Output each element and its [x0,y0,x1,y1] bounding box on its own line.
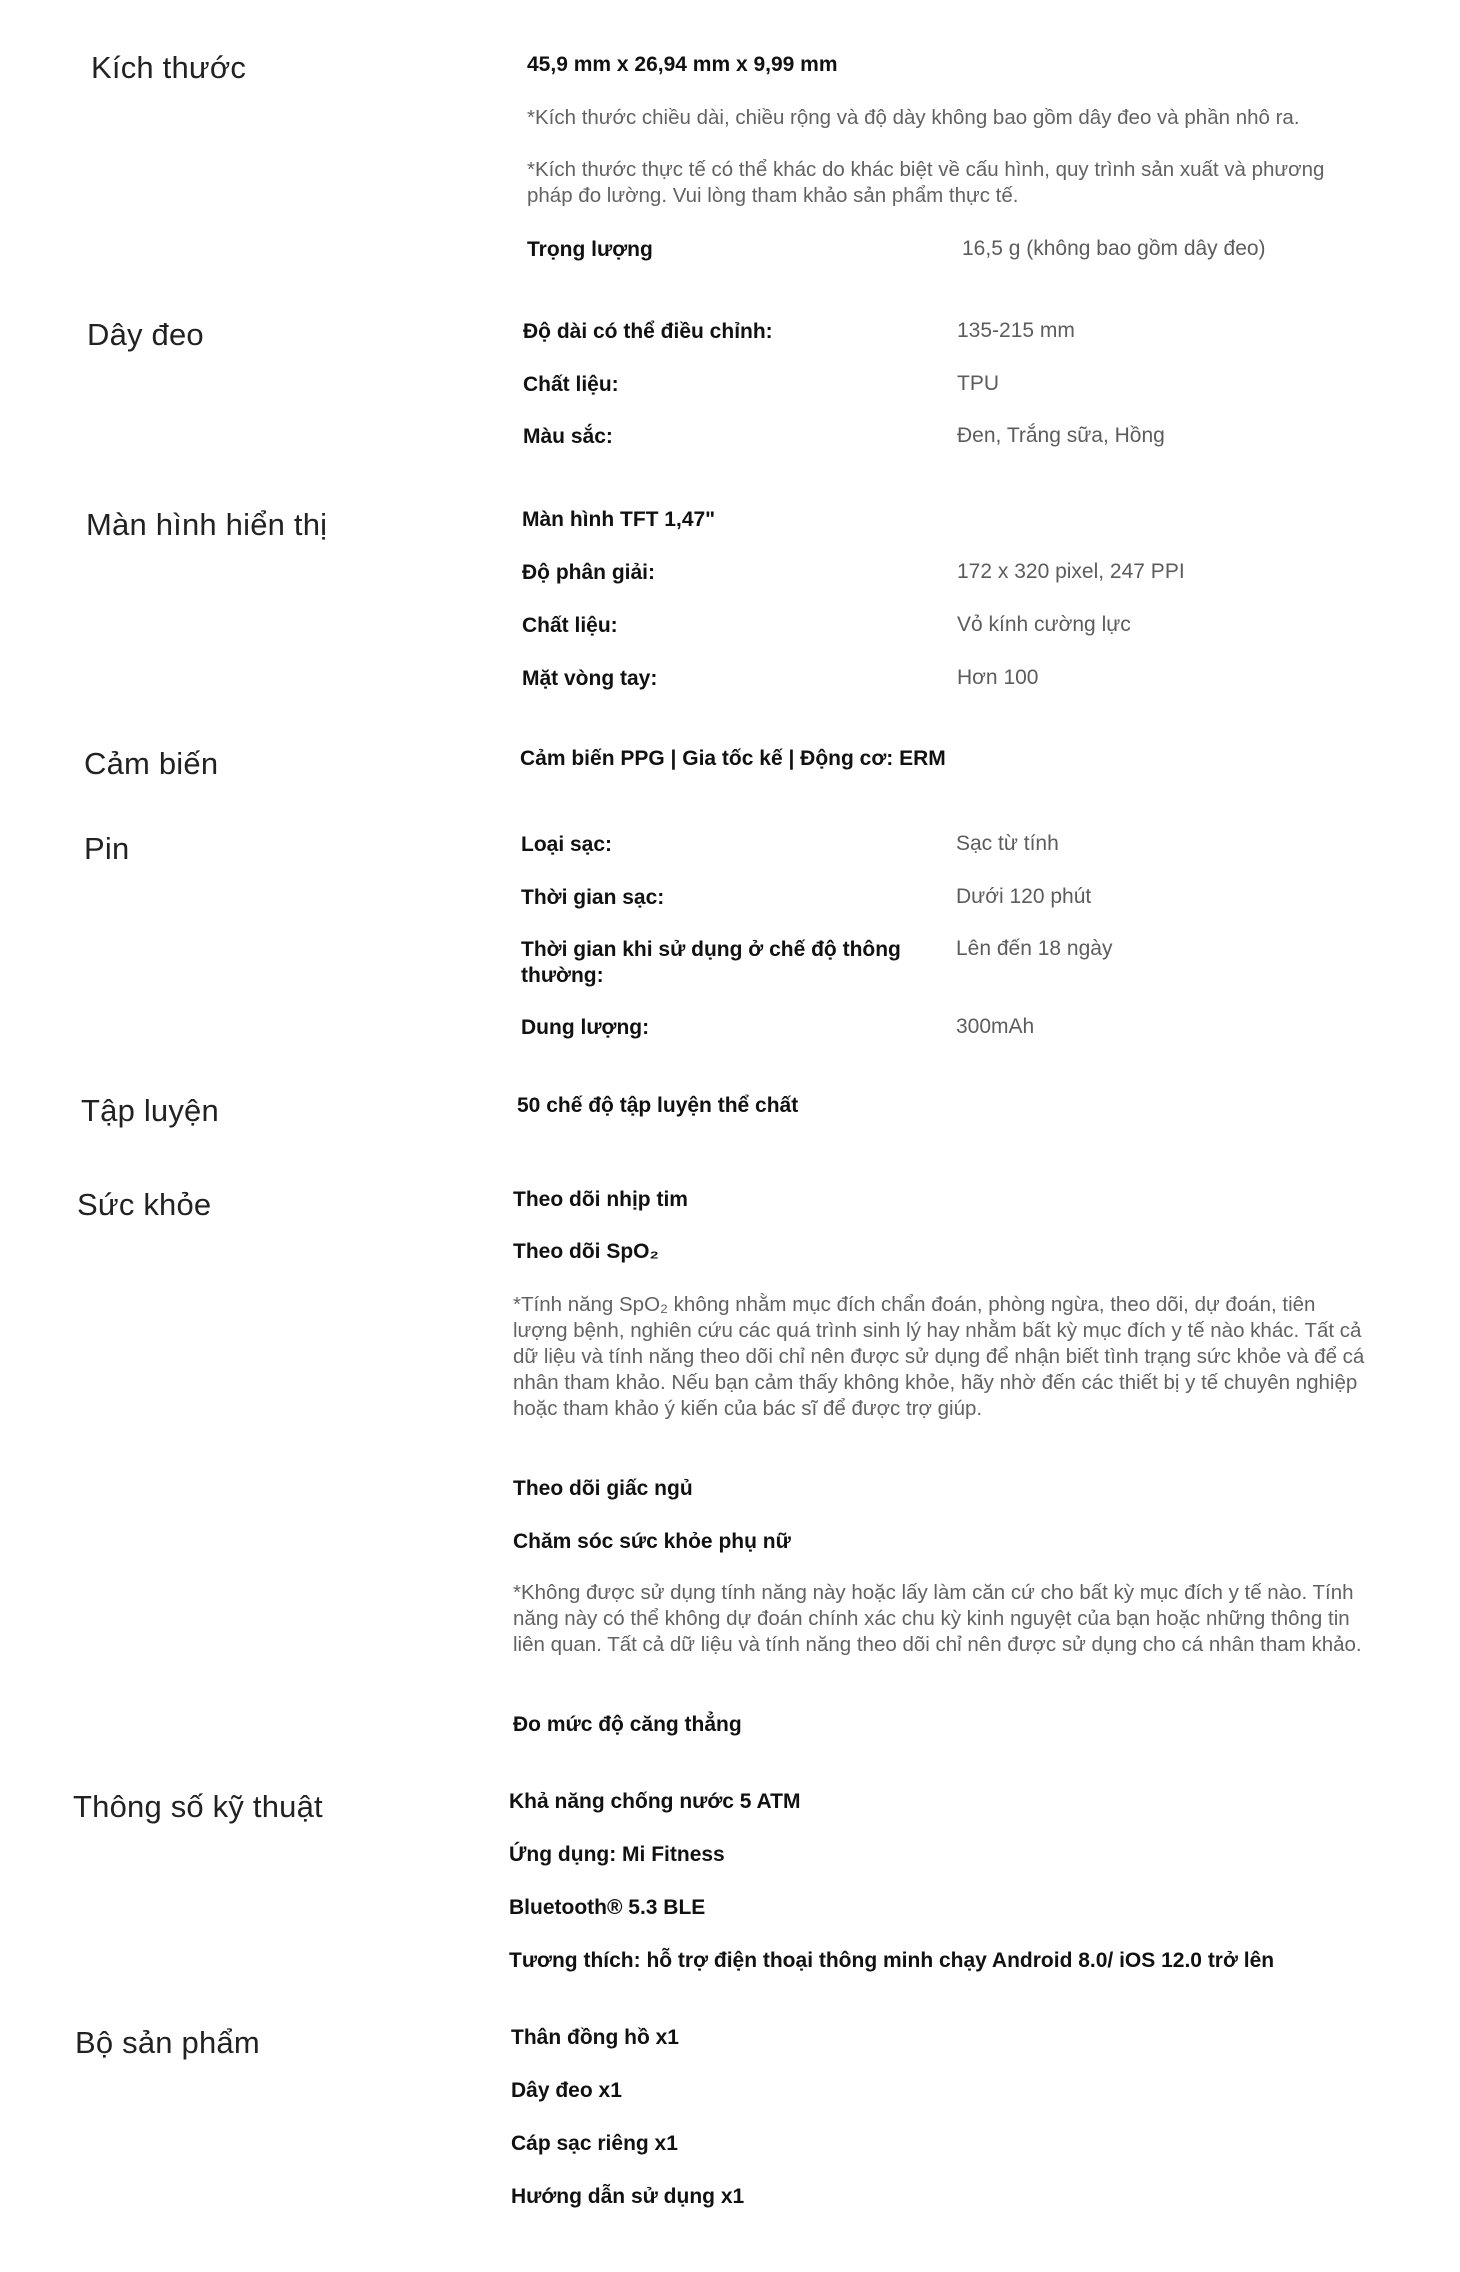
battery-usage-label: Thời gian khi sử dụng ở chế độ thông thường: [521,938,901,987]
size-note-1: *Kích thước chiều dài, chiều rộng và độ dày không bao gồm dây đeo và phần nhô ra. [527,106,1300,129]
health-sleep: Theo dõi giấc ngủ [513,1477,693,1500]
health-women-note: *Không được sử dụng tính năng này hoặc lấy làm căn cứ cho bất kỳ mục đích y tế nào. Tính năng này có thể không dự đoán chính xác chu kỳ kinh nguyệt của bạn hoặc những thông tin liên quan. Tất cả dữ liệu và tính năng theo dõi chỉ nên được sử dụng cho cá nhân tham khảo. [513,1581,1362,1656]
health-heart-rate: Theo dõi nhịp tim [513,1188,688,1211]
specs-item-app: Ứng dụng: Mi Fitness [509,1843,725,1866]
size-dimensions: 45,9 mm x 26,94 mm x 9,99 mm [527,53,838,76]
health-women: Chăm sóc sức khỏe phụ nữ [513,1530,791,1553]
section-title-size: Kích thước [91,50,247,85]
strap-material-value: TPU [957,372,999,395]
battery-capacity-value: 300mAh [956,1015,1035,1038]
strap-color-label: Màu sắc: [523,425,613,448]
battery-charge-time-label: Thời gian sạc: [521,886,665,909]
weight-label: Trọng lượng [527,238,653,261]
package-item-body: Thân đồng hồ x1 [511,2026,679,2049]
section-title-health: Sức khỏe [77,1187,212,1222]
display-headline: Màn hình TFT 1,47" [522,508,716,531]
display-faces-value: Hơn 100 [957,666,1039,689]
health-stress: Đo mức độ căng thẳng [513,1713,742,1736]
battery-charge-time-value: Dưới 120 phút [956,885,1092,908]
workout-text: 50 chế độ tập luyện thể chất [517,1094,799,1117]
section-title-display: Màn hình hiển thị [86,507,328,542]
section-title-sensor: Cảm biến [84,746,219,781]
strap-length-label: Độ dài có thể điều chỉnh: [523,320,773,343]
specs-item-bluetooth: Bluetooth® 5.3 BLE [509,1896,706,1919]
section-title-workout: Tập luyện [81,1093,219,1128]
section-title-specs: Thông số kỹ thuật [73,1789,323,1824]
battery-usage-value: Lên đến 18 ngày [956,937,1113,960]
strap-color-value: Đen, Trắng sữa, Hồng [957,424,1165,447]
battery-type-value: Sạc từ tính [956,832,1059,855]
display-faces-label: Mặt vòng tay: [522,667,658,690]
section-title-battery: Pin [84,831,130,866]
battery-type-label: Loại sạc: [521,833,613,856]
section-title-strap: Dây đeo [87,317,204,352]
package-item-cable: Cáp sạc riêng x1 [511,2132,678,2155]
display-material-value: Vỏ kính cường lực [957,613,1131,636]
health-spo2-note: *Tính năng SpO₂ không nhằm mục đích chẩn đoán, phòng ngừa, theo dõi, dự đoán, tiên lượng bệnh, nghiên cứu các quá trình sinh lý hay nhằm bất kỳ mục đích y tế nào khác. Tất cả dữ liệu và tính năng theo dõi chỉ nên được sử dụng để nhận biết tình trạng sức khỏe và để cá nhân tham khảo. Nếu bạn cảm thấy không khỏe, hãy nhờ đến các thiết bị y tế chuyên nghiệp hoặc tham khảo ý kiến của bác sĩ để được trợ giúp. [513,1293,1365,1420]
specs-item-water: Khả năng chống nước 5 ATM [509,1790,801,1813]
display-resolution-label: Độ phân giải: [522,561,655,584]
display-material-label: Chất liệu: [522,614,618,637]
weight-value: 16,5 g (không bao gồm dây đeo) [962,237,1266,260]
battery-capacity-label: Dung lượng: [521,1016,650,1039]
size-note-2: *Kích thước thực tế có thể khác do khác biệt về cấu hình, quy trình sản xuất và phương pháp đo lường. Vui lòng tham khảo sản phẩm thực tế. [527,158,1325,207]
section-title-package: Bộ sản phẩm [75,2025,260,2060]
specs-item-compat: Tương thích: hỗ trợ điện thoại thông minh chạy Android 8.0/ iOS 12.0 trở lên [509,1949,1275,1972]
package-item-manual: Hướng dẫn sử dụng x1 [511,2185,745,2208]
health-spo2: Theo dõi SpO₂ [513,1240,659,1263]
strap-length-value: 135-215 mm [957,319,1075,342]
display-resolution-value: 172 x 320 pixel, 247 PPI [957,560,1185,583]
strap-material-label: Chất liệu: [523,373,619,396]
package-item-strap: Dây đeo x1 [511,2079,622,2102]
sensor-text: Cảm biến PPG | Gia tốc kế | Động cơ: ERM [520,747,946,770]
